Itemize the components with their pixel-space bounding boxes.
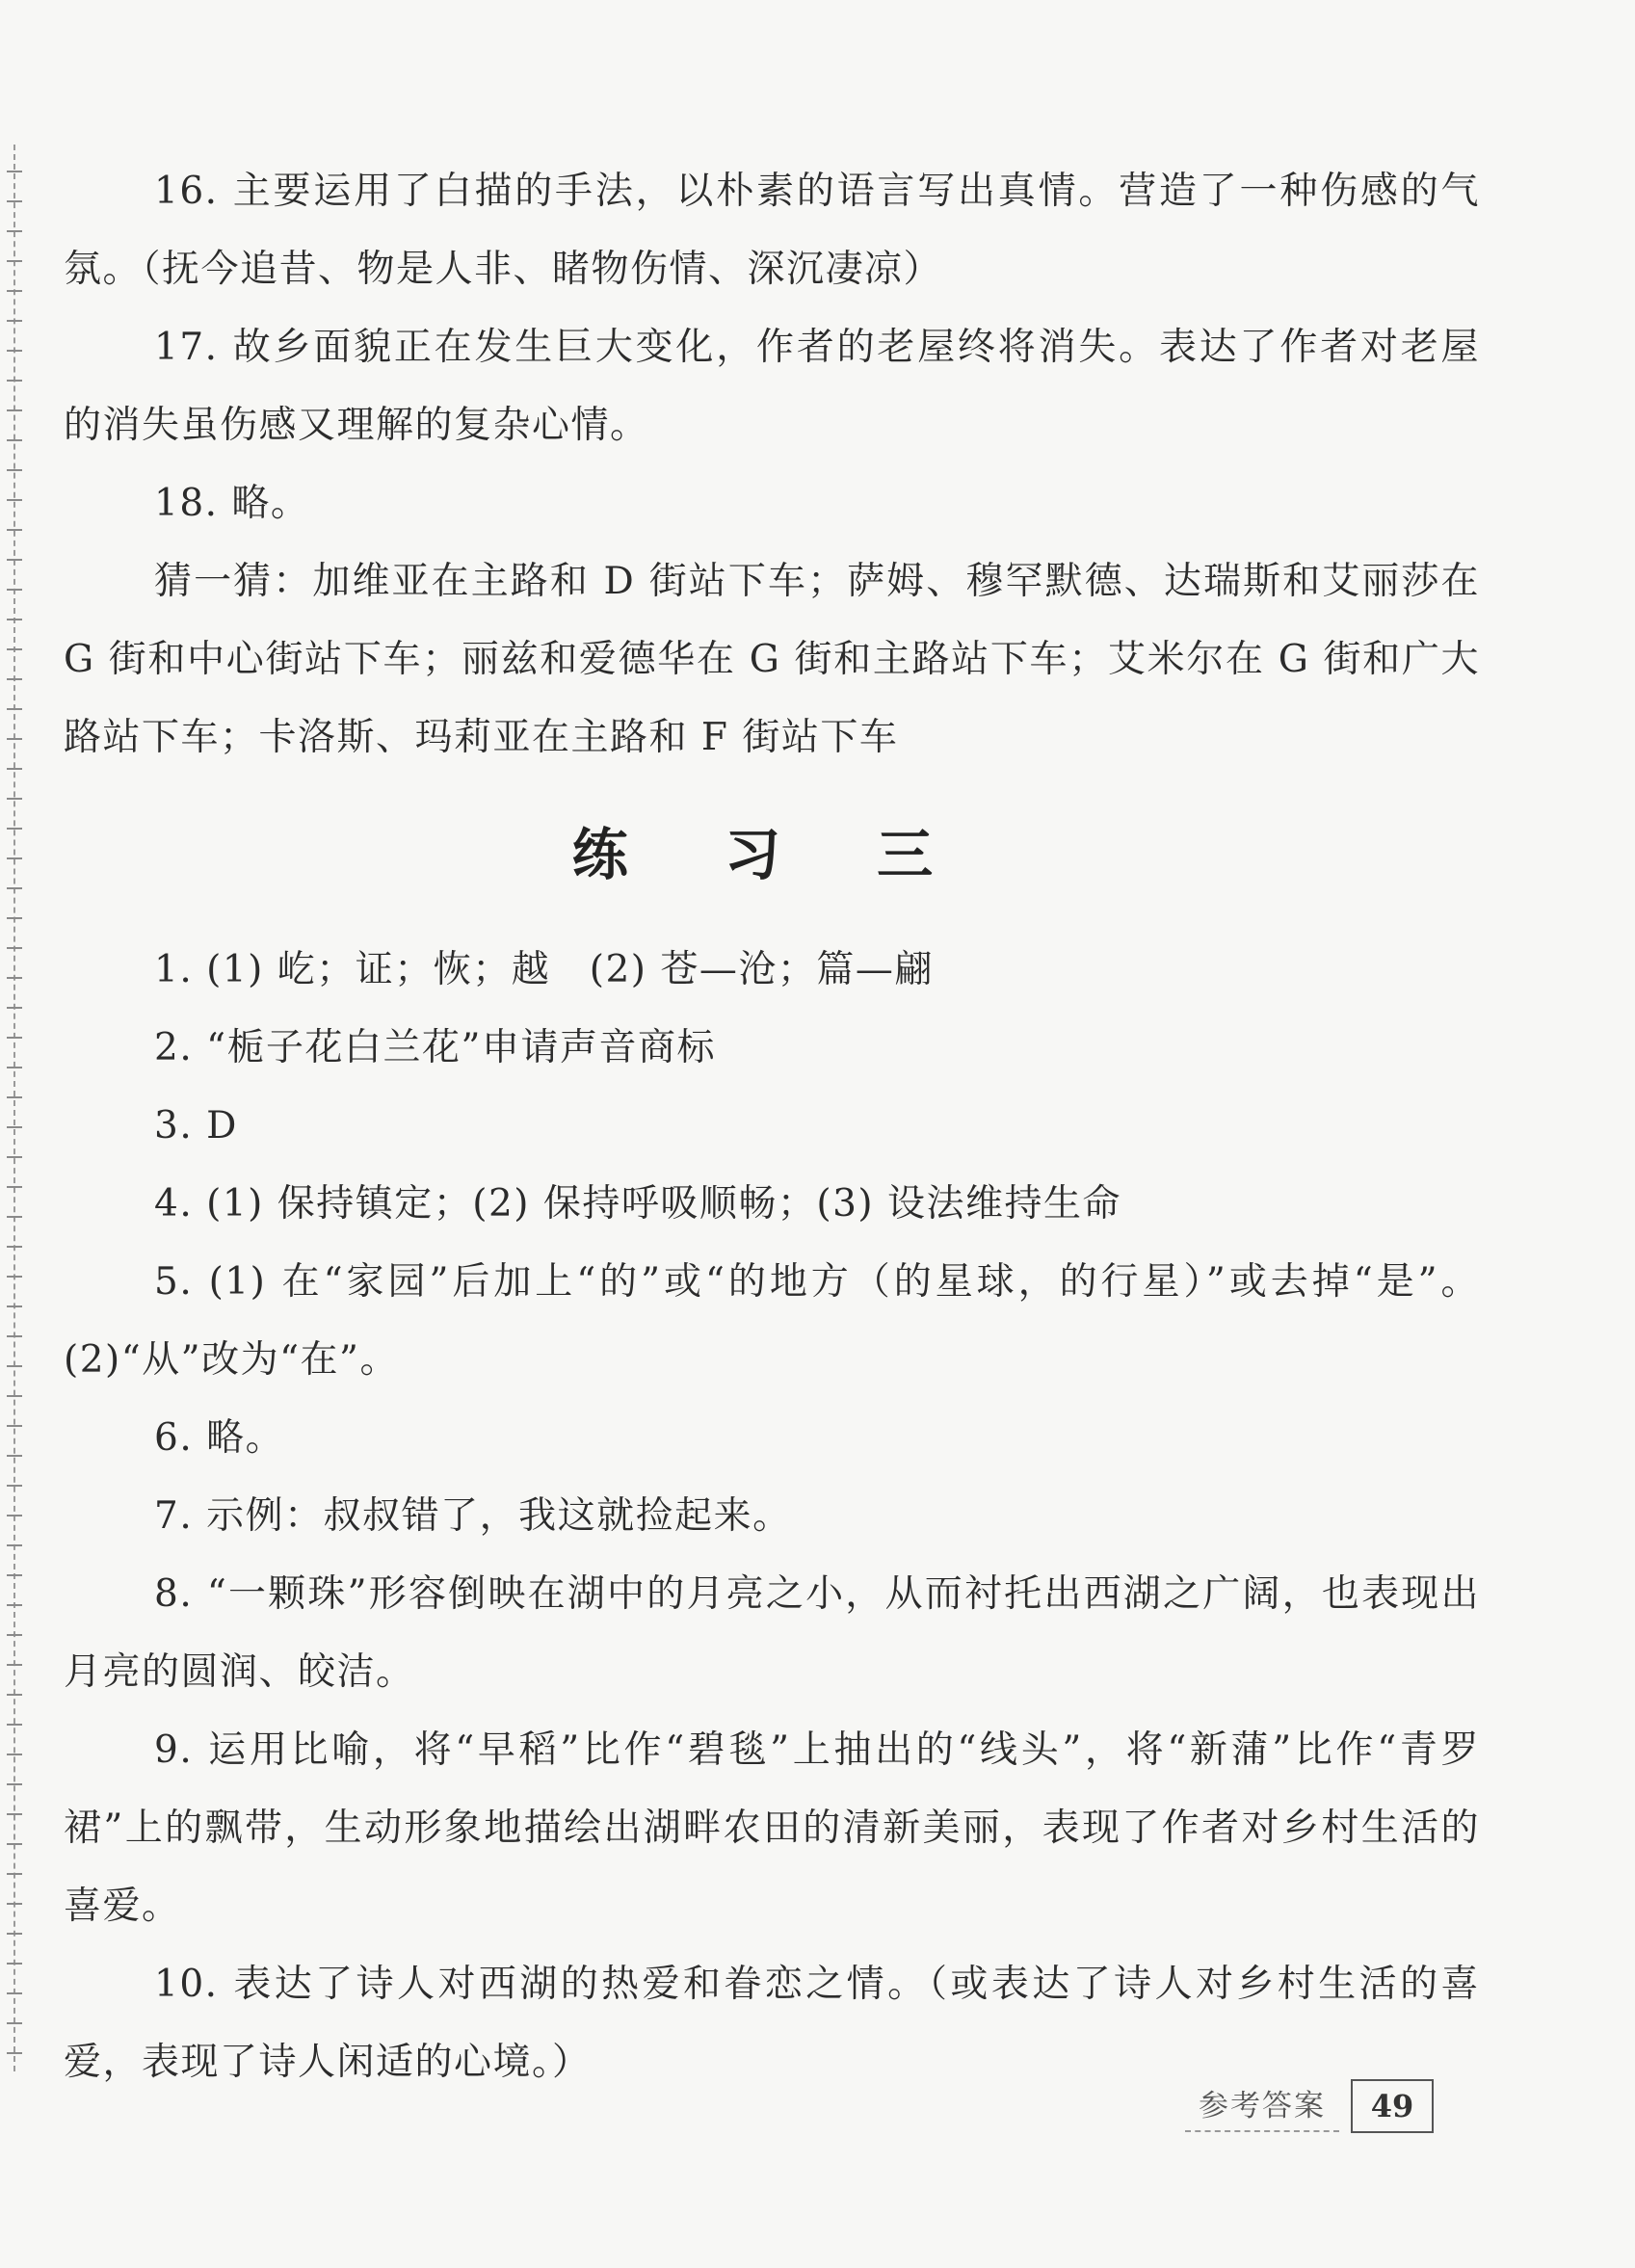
riddle-answer: 猜一猜：加维亚在主路和 D 街站下车；萨姆、穆罕默德、达瑞斯和艾丽莎在 G 街和中心街站下车；丽兹和爱德华在 G 街和主路站下车；艾米尔在 G 街和广大路站下车；卡洛斯、玛莉亚在主路和 F 街站下车 [64,560,1480,759]
exercise-answer-3: 3. D [154,1104,238,1147]
answer-content [64,152,1480,2101]
exercise-answer-8: 8. “一颗珠”形容倒映在湖中的月亮之小，从而衬托出西湖之广阔，也表现出月亮的圆润、皎洁。 [64,1572,1480,1694]
exercise-answer-4: 4. (1) 保持镇定；(2) 保持呼吸顺畅；(3) 设法维持生命 [154,1182,1122,1226]
page-footer [1185,2079,1434,2133]
exercise-answer-6: 6. 略。 [154,1416,285,1460]
page-number: 49 [1351,2079,1434,2133]
exercise-answer-10: 10. 表达了诗人对西湖的热爱和眷恋之情。（或表达了诗人对乡村生活的喜爱，表现了诗人闲适的心境。） [64,1963,1480,2084]
answer-17: 17. 故乡面貌正在发生巨大变化，作者的老屋终将消失。表达了作者对老屋的消失虽伤感又理解的复杂心情。 [64,326,1480,447]
exercise-answer-2: 2. “栀子花白兰花”申请声音商标 [154,1026,716,1069]
exercise-answer-9: 9. 运用比喻，将“早稻”比作“碧毯”上抽出的“线头”，将“新蒲”比作“青罗裙”上的飘带，生动形象地描绘出湖畔农田的清新美丽，表现了作者对乡村生活的喜爱。 [64,1728,1480,1928]
answer-18: 18. 略。 [154,482,310,525]
answer-16: 16. 主要运用了白描的手法，以朴素的语言写出真情。营造了一种伤感的气氛。（抚今追昔、物是人非、睹物伤情、深沉凄凉） [64,170,1480,291]
binding-margin-line [13,145,15,2071]
section-title: 练 习 三 [571,822,972,887]
exercise-answer-7: 7. 示例：叔叔错了，我这就捡起来。 [154,1494,792,1538]
footer-label: 参考答案 [1185,2081,1339,2132]
exercise-answer-1: 1. (1) 屹；证；恢；越 (2) 苍—沧；篇—翩 [154,948,934,991]
exercise-answer-5: 5. (1) 在“家园”后加上“的”或“的地方（的星球，的行星）”或去掉“是”。(2)“从”改为“在”。 [64,1260,1480,1382]
